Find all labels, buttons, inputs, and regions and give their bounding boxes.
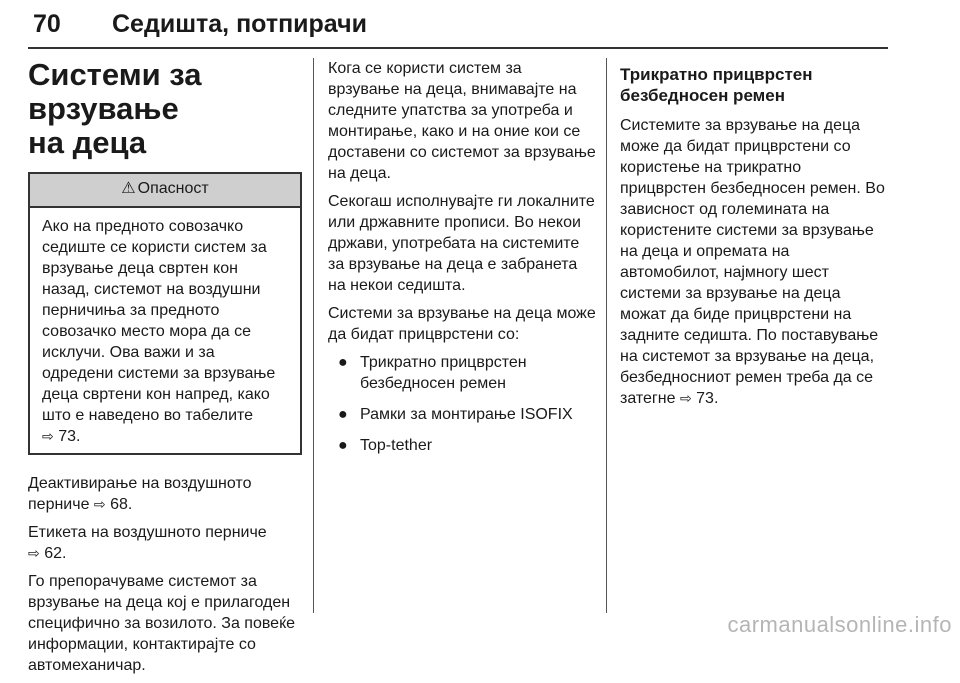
fastening-methods-list	[328, 352, 596, 456]
airbag-deactivation-ref[interactable]: 68.	[110, 496, 133, 513]
subsection-title-line1: Трикратно прицврстен	[620, 65, 813, 84]
warning-box	[28, 172, 302, 455]
airbag-label-text: Етикета на воздушното перниче	[28, 524, 267, 541]
page-ref-arrow-icon: ⇨	[679, 390, 692, 406]
airbag-deactivation-paragraph	[28, 473, 302, 515]
column-divider-2	[606, 58, 607, 613]
three-point-belt-ref[interactable]: 73.	[696, 390, 719, 407]
fastening-intro-paragraph: Системи за врзување на деца може да бидат прицврстени со:	[328, 305, 596, 343]
subsection-title	[620, 64, 888, 106]
bullet-icon: ●	[338, 406, 348, 423]
page-ref-arrow-icon: ⇨	[28, 545, 40, 561]
header-rule	[28, 47, 888, 49]
list-item	[328, 435, 596, 456]
section-title	[28, 58, 302, 160]
warning-body-text: Ако на предното совозачко седиште се користи систем за врзување деца свртен кон назад, системот на воздушни перничиња за предното совозачко место мора да се исклучи. Ова важи и за одредени системи за врзување деца свртени кон напред, како што е наведено во табелите	[42, 218, 276, 424]
section-title-line2: на деца	[28, 125, 147, 160]
bullet-icon: ●	[338, 354, 348, 371]
recommendation-paragraph: Го препорачуваме системот за врзување на деца кој е прилагоден специфично за возилото. За повеќе информации, контактирајте со автомеханичар.	[28, 573, 295, 674]
page-number: 70	[33, 10, 61, 38]
warning-body	[30, 208, 300, 453]
running-title: Седишта, потпирачи	[112, 10, 367, 38]
section-title-line1: Системи за врзување	[28, 57, 202, 126]
page-ref-arrow-icon: ⇨	[93, 496, 106, 512]
list-item-text: Трикратно прицврстен безбедносен ремен	[360, 354, 527, 392]
list-item-text: Top-tether	[360, 437, 433, 454]
usage-instructions-paragraph: Кога се користи систем за врзување на деца, внимавајте на следните упатства за употреба и монтирање, како и на оние кои се доставени со системот за врзување на деца.	[328, 60, 596, 182]
airbag-deactivation-text: Деактивирање на воздушното перниче	[28, 475, 252, 513]
watermark: carmanualsonline.info	[727, 612, 952, 637]
three-point-belt-text: Системите за врзување на деца може да бидат прицврстени со користење на трикратно прицврстен безбедносен ремен. Во зависност од големината на користените системи за врзување на деца и опремата на автомобилот, најмногу шест системи за врзување на деца можат да биде прицврстени на задните седишта. По поставување на системот за врзување на деца, безбедносниот ремен треба да се затегне	[620, 117, 885, 407]
list-item-text: Рамки за монтирање ISOFIX	[360, 406, 573, 423]
page-ref-arrow-icon: ⇨	[42, 428, 54, 444]
airbag-label-paragraph	[28, 522, 302, 564]
airbag-label-ref[interactable]: 62.	[44, 545, 67, 562]
warning-heading-text: Опасност	[137, 180, 209, 197]
bullet-icon: ●	[338, 437, 348, 454]
list-item	[328, 404, 596, 425]
three-point-belt-paragraph	[620, 115, 888, 409]
regulations-paragraph: Секогаш исполнувајте ги локалните или државните прописи. Во некои држави, употребата на системите за врзување на деца е забранета на некои седишта.	[328, 193, 595, 294]
warning-triangle-icon: ⚠	[121, 180, 136, 197]
column-2	[328, 58, 596, 466]
warning-page-ref[interactable]: 73.	[58, 428, 81, 445]
column-divider-1	[313, 58, 314, 613]
warning-heading	[30, 174, 300, 208]
column-3	[620, 58, 888, 416]
subsection-title-line2: безбедносен ремен	[620, 86, 785, 105]
column-1	[28, 58, 302, 683]
page-header	[28, 6, 888, 46]
list-item	[328, 352, 596, 394]
